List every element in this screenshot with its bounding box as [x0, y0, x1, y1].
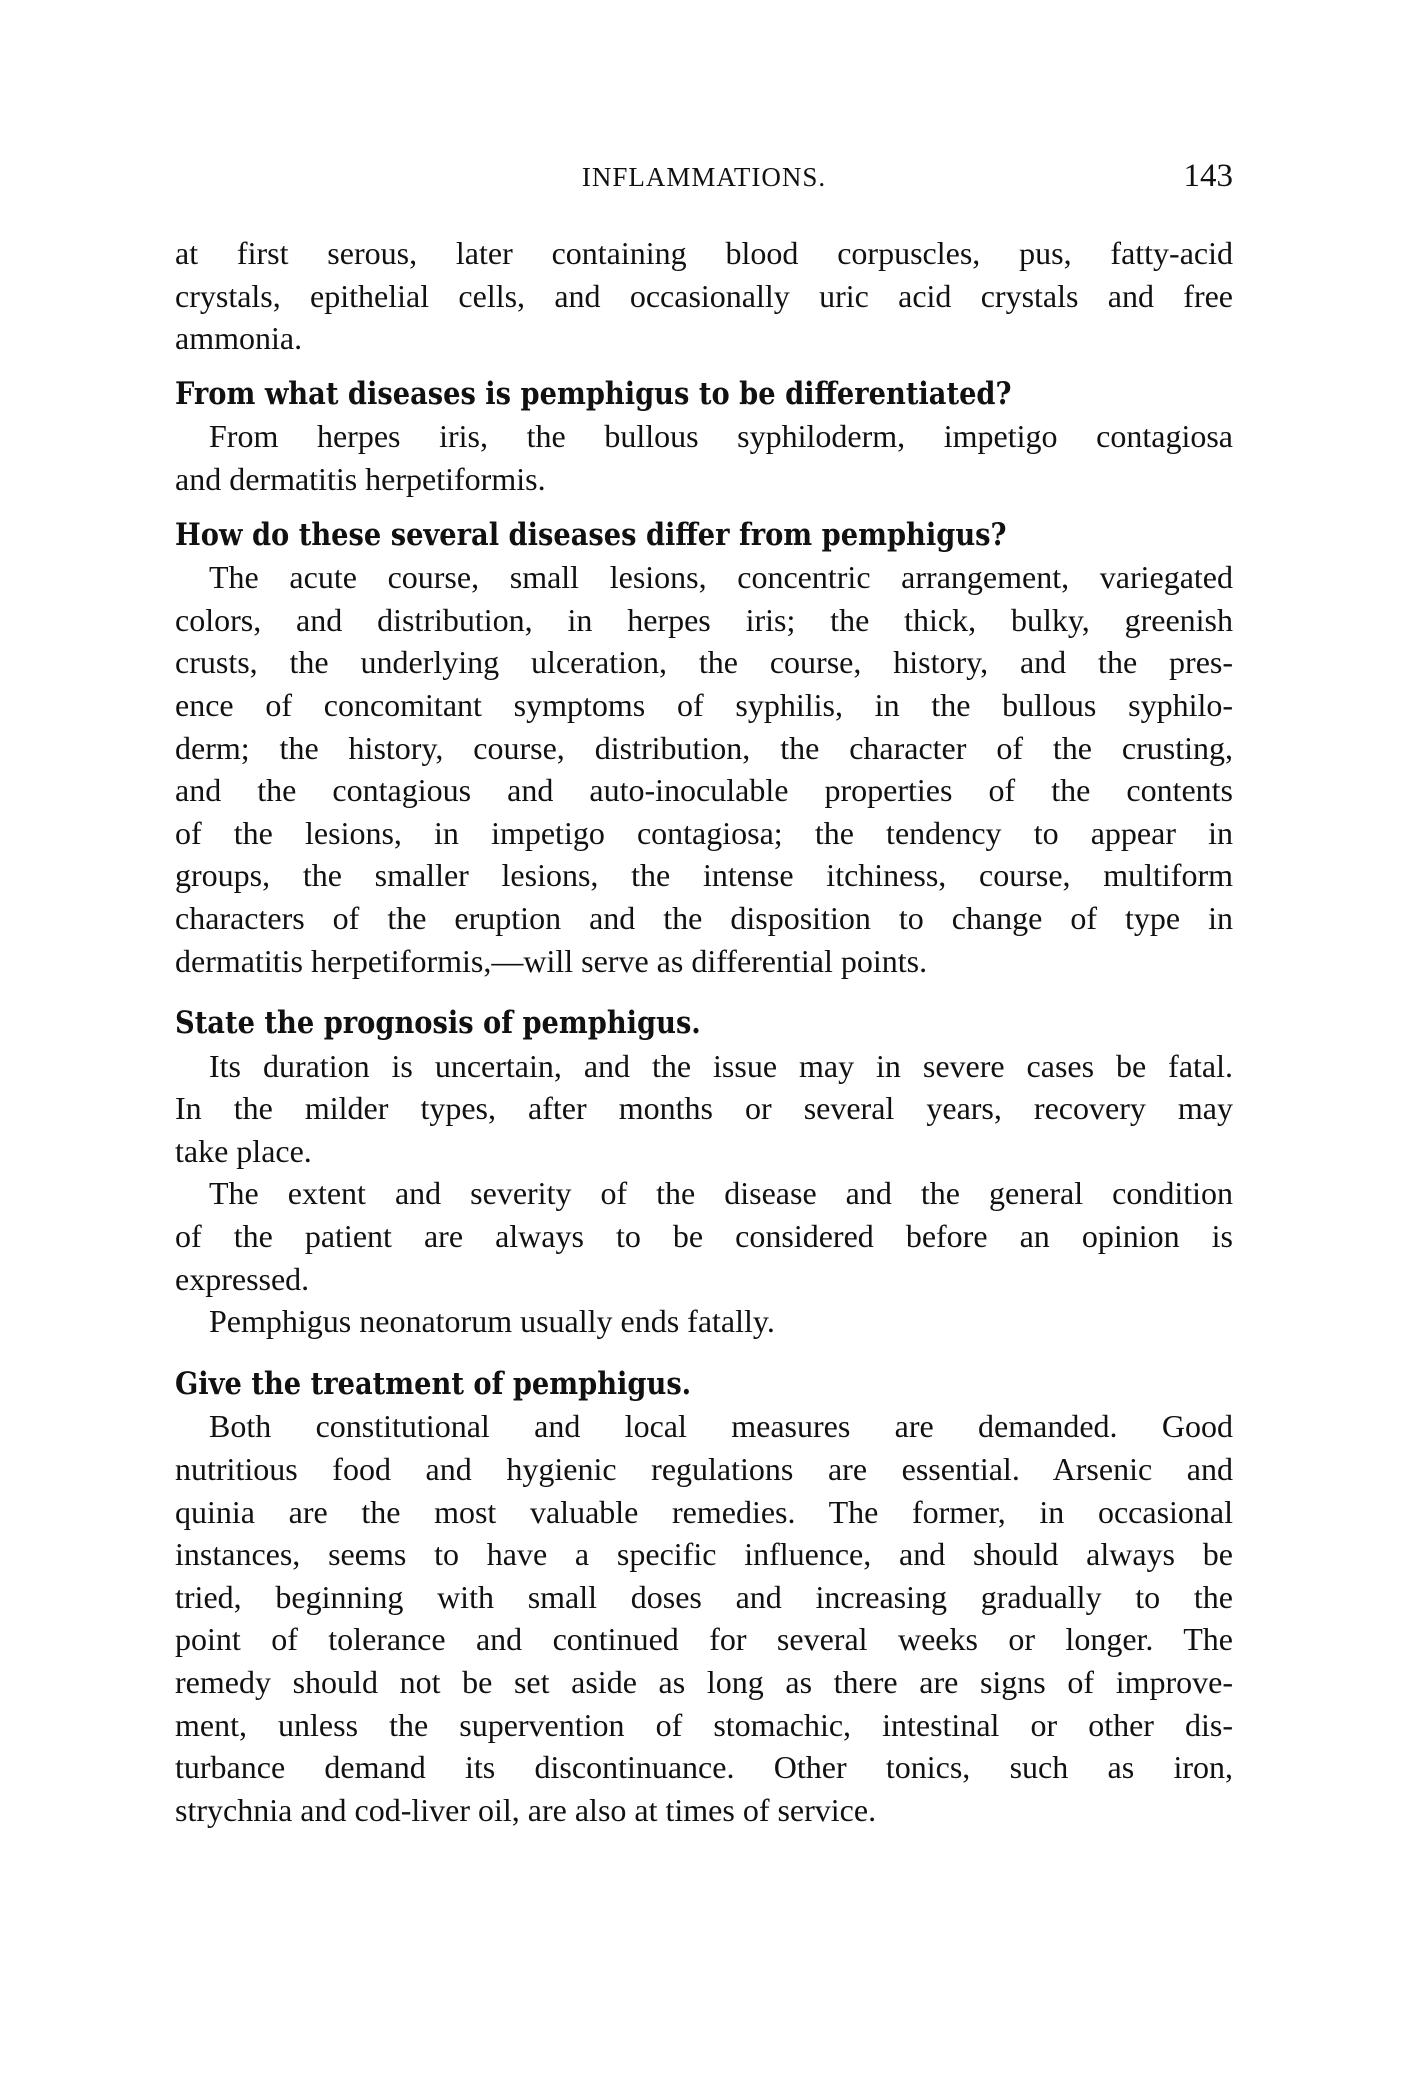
answer-paragraph	[175, 415, 1233, 500]
answer-paragraph	[175, 1405, 1233, 1831]
question-heading-differences: How do these several diseases differ from pemphigus?	[175, 516, 1007, 553]
text-line: ence of concomitant symptoms of syphilis, in the bullous syphilo-	[175, 686, 1233, 723]
text-line: From herpes iris, the bullous syphiloderm, impetigo contagiosa	[209, 418, 1233, 455]
text-line: and dermatitis herpetiformis.	[175, 460, 546, 497]
text-line: ammonia.	[175, 320, 303, 357]
question-heading-differentiation: From what diseases is pemphigus to be differentiated?	[175, 375, 1012, 412]
text-line: instances, seems to have a specific influence, and should always be	[175, 1536, 1233, 1573]
text-line: point of tolerance and continued for several weeks or longer. The	[175, 1621, 1233, 1658]
text-line: derm; the history, course, distribution, the character of the crusting,	[175, 729, 1233, 766]
question-heading-prognosis: State the prognosis of pemphigus.	[175, 1005, 701, 1042]
text-line: ment, unless the supervention of stomachic, intestinal or other dis-	[175, 1706, 1233, 1743]
text-line: Pemphigus neonatorum usually ends fatally.	[209, 1303, 775, 1340]
text-line: remedy should not be set aside as long as there are signs of improve-	[175, 1664, 1233, 1700]
text-line: and the contagious and auto-inoculable properties of the contents	[175, 772, 1233, 809]
text-line: characters of the eruption and the disposition to change of type in	[175, 899, 1233, 936]
text-line: quinia are the most valuable remedies. The former, in occasional	[175, 1493, 1233, 1530]
text-line: of the patient are always to be considered before an opinion is	[175, 1218, 1233, 1255]
answer-paragraph	[175, 556, 1233, 982]
question-heading-treatment: Give the treatment of pemphigus.	[175, 1365, 692, 1402]
text-line: The acute course, small lesions, concentric arrangement, variegated	[209, 559, 1233, 596]
answer-paragraph	[175, 1172, 1233, 1300]
text-line: colors, and distribution, in herpes iris; the thick, bulky, greenish	[175, 601, 1233, 638]
text-line: nutritious food and hygienic regulations are essential. Arsenic and	[175, 1451, 1233, 1488]
page-number: 143	[1183, 158, 1233, 194]
text-line: dermatitis herpetiformis,—will serve as differential points.	[175, 942, 928, 979]
text-line: tried, beginning with small doses and increasing gradually to the	[175, 1578, 1233, 1615]
text-line: The extent and severity of the disease and the general condition	[209, 1175, 1233, 1212]
text-line: In the milder types, after months or several years, recovery may	[175, 1090, 1233, 1127]
answer-paragraph	[175, 1045, 1233, 1173]
text-line: expressed.	[175, 1260, 310, 1297]
text-line: groups, the smaller lesions, the intense itchiness, course, multiform	[175, 857, 1233, 894]
text-line: take place.	[175, 1132, 312, 1169]
answer-paragraph	[175, 1300, 1233, 1343]
text-line: Its duration is uncertain, and the issue may in severe cases be fatal.	[209, 1047, 1233, 1084]
text-line: strychnia and cod-liver oil, are also at times of service.	[175, 1791, 877, 1828]
text-line: crusts, the underlying ulceration, the course, history, and the pres-	[175, 644, 1233, 681]
text-line: turbance demand its discontinuance. Other tonics, such as iron,	[175, 1749, 1233, 1786]
text-line: crystals, epithelial cells, and occasionally uric acid crystals and free	[175, 277, 1233, 314]
text-line: Both constitutional and local measures are demanded. Good	[209, 1408, 1233, 1445]
text-line: at first serous, later containing blood corpuscles, pus, fatty-acid	[175, 235, 1233, 271]
running-title: INFLAMMATIONS.	[581, 162, 827, 192]
continuation-paragraph	[175, 232, 1233, 360]
text-body	[175, 232, 1233, 1831]
text-line: of the lesions, in impetigo contagiosa; the tendency to appear in	[175, 814, 1233, 851]
running-head	[175, 160, 1233, 200]
